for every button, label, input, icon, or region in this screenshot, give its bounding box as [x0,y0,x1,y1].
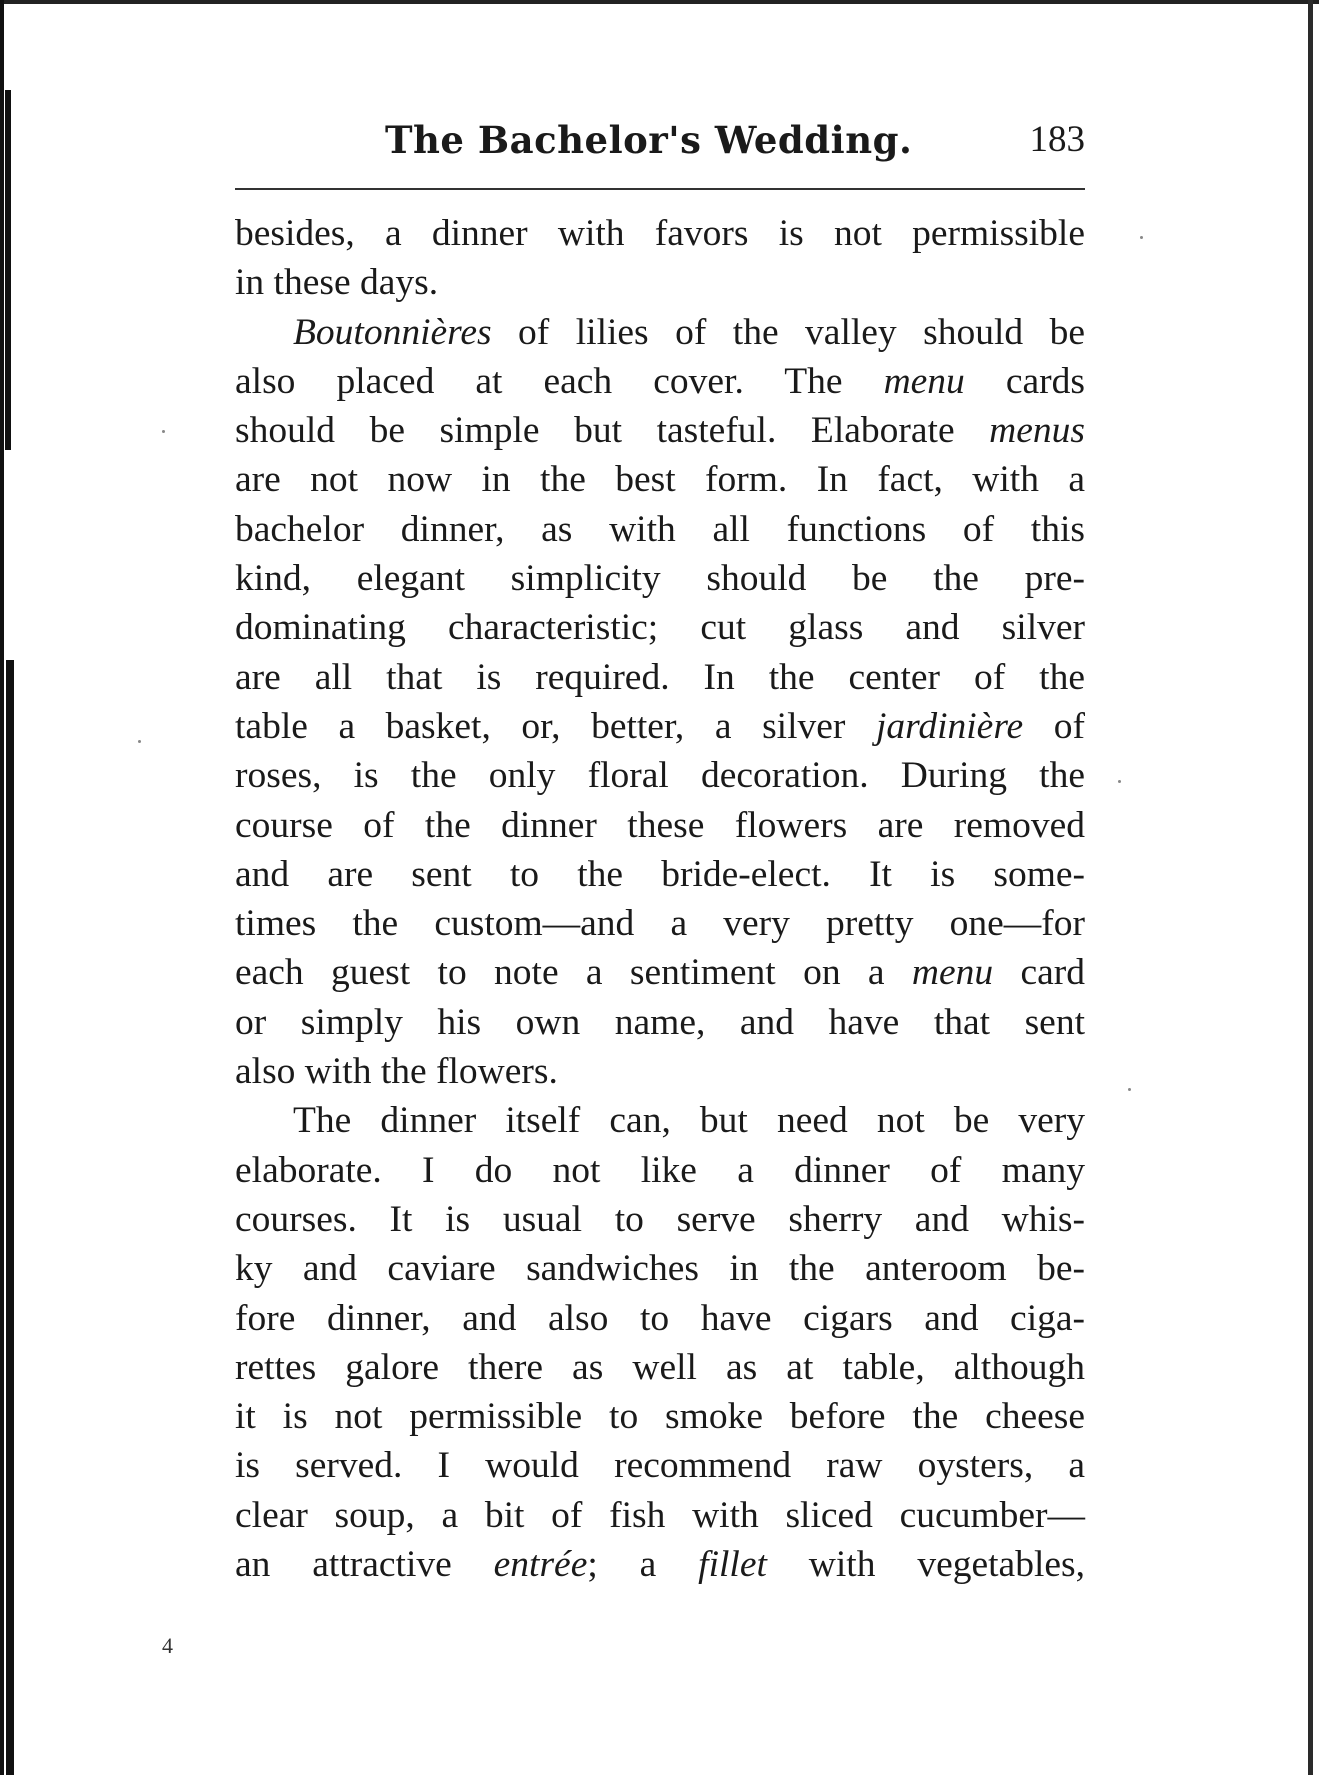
text-run: an attractive [235,1544,494,1586]
text-run: kind, elegant simplicity should be the pre- [235,558,1085,600]
signature-mark: 4 [162,1633,173,1658]
text-run: times the custom—and a very pretty one—for [235,903,1085,945]
text-run: and are sent to the bride-elect. It is some- [235,853,1085,895]
text-run: are not now in the best form. In fact, with a [235,459,1085,501]
scan-speck [1128,1088,1131,1091]
text-line [235,801,1085,850]
italic-text: fillet [698,1544,767,1586]
text-run: card [993,952,1085,994]
text-line [235,209,1085,258]
italic-text: entrée [493,1544,588,1586]
running-title: The Bachelor's Wedding. [385,118,913,162]
text-line [235,1195,1085,1244]
text-line [235,850,1085,899]
text-line [235,702,1085,751]
text-run: are all that is required. In the center of the [235,656,1085,698]
text-run: clear soup, a bit of fish with sliced cucumber— [235,1494,1085,1536]
body-text [235,209,1085,1589]
text-line [235,308,1085,357]
text-run: of lilies of the valley should be [491,311,1085,353]
text-run: dominating characteristic; cut glass and silver [235,607,1085,649]
text-run: ky and caviare sandwiches in the anteroom be- [235,1248,1085,1290]
text-run: or simply his own name, and have that sent [235,1001,1085,1043]
text-line [235,258,1085,307]
text-run: rettes galore there as well as at table, although [235,1346,1085,1388]
italic-text: jardinière [875,705,1024,747]
text-run: elaborate. I do not like a dinner of many [235,1149,1085,1191]
binding-gutter [0,0,14,1775]
text-line [235,948,1085,997]
text-run: also with the flowers. [235,1051,558,1093]
text-run: bachelor dinner, as with all functions of this [235,508,1085,550]
text-line [235,1244,1085,1293]
text-run: is served. I would recommend raw oysters, a [235,1445,1085,1487]
text-line [235,1146,1085,1195]
text-run: roses, is the only floral decoration. During the [235,755,1085,797]
text-line [235,899,1085,948]
text-run: each guest to note a sentiment on a [235,952,912,994]
text-run: course of the dinner these flowers are removed [235,804,1085,846]
text-run: courses. It is usual to serve sherry and whis- [235,1198,1085,1240]
text-line [235,1294,1085,1343]
text-run: with vegetables, [766,1544,1085,1586]
text-run: cards [964,360,1085,402]
text-run: of [1023,705,1085,747]
text-run: besides, a dinner with favors is not permissible [235,213,1085,254]
text-run: fore dinner, and also to have cigars and ciga- [235,1297,1085,1339]
header-rule [235,188,1085,190]
text-run: should be simple but tasteful. Elaborate [235,410,990,452]
text-line [235,1047,1085,1096]
text-line [235,357,1085,406]
italic-text: menu [883,360,965,402]
text-line [235,751,1085,800]
scan-speck [138,740,141,743]
text-line [235,1441,1085,1490]
page-number: 183 [1029,119,1085,160]
italic-text: Boutonnières [293,311,492,353]
text-run: The dinner itself can, but need not be very [293,1100,1085,1142]
text-run: it is not permissible to smoke before the cheese [235,1396,1085,1438]
page-right-edge [1308,0,1313,1775]
text-line [235,1491,1085,1540]
text-line [235,998,1085,1047]
text-line [235,505,1085,554]
text-run: ; a [587,1544,699,1586]
italic-text: menu [911,952,994,994]
text-run: in these days. [235,262,439,304]
text-line [235,554,1085,603]
text-line [235,603,1085,652]
text-run: table a basket, or, better, a silver [235,705,876,747]
scan-speck [1140,236,1143,239]
scan-speck [162,430,165,433]
italic-text: menus [989,410,1085,452]
text-line [235,455,1085,504]
text-line [235,406,1085,455]
page-top-edge [0,0,1319,4]
text-line [235,1540,1085,1589]
scan-speck [1118,780,1121,783]
text-line [235,1096,1085,1145]
text-line [235,1392,1085,1441]
page-header [235,112,1085,172]
text-line [235,653,1085,702]
text-line [235,1343,1085,1392]
text-run: also placed at each cover. The [235,360,884,402]
